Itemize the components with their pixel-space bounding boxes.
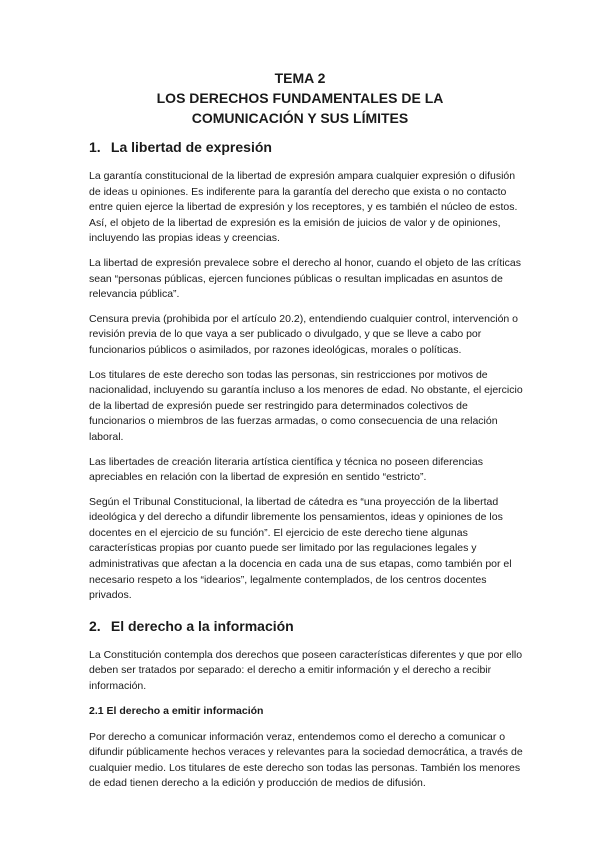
paragraph: Por derecho a comunicar información veraz, entendemos como el derecho a comunicar o difundir públicamente hechos veraces y relevantes para la sociedad democrática, a través de cualquier medio. Los titulares de este derecho son todas las personas. También los menores de edad tienen derecho a la edición y producción de medios de difusión.: [89, 730, 523, 790]
paragraph: Según el Tribunal Constitucional, la libertad de cátedra es “una proyección de la libertad ideológica y del derecho a difundir libremente los pensamientos, ideas y opiniones de los docentes en el ejercicio de su función”. El ejercicio de este derecho tiene algunas características propias por cuanto puede ser limitado por las regulaciones legales y administrativas que afectan a la docencia en cada una de sus etapas, como también por el necesario respeto a los “idearios”, legalmente contemplados, de los centros docentes privados.: [89, 495, 512, 602]
section-2-title: El derecho a la información: [110, 617, 294, 634]
section-1-title: La libertad de expresión: [110, 139, 272, 155]
paragraph: La garantía constitucional de la libertad de expresión ampara cualquier expresión o difusión de ideas u opiniones. Es indiferente para la garantía del derecho que exista o no contacto entre quien ejerce la libertad de expresión y los receptores, y es también el núcleo de estos. Así, el objeto de la libertad de expresión es la emisión de juicios de valor y de opiniones, incluyendo las propias ideas y creencias.: [89, 170, 518, 245]
section-2-number: 2.: [89, 617, 101, 634]
paragraph: La libertad de expresión prevalece sobre el derecho al honor, cuando el objeto de las críticas sean “personas públicas, ejercen funciones públicas o resultan implicadas en asuntos de relevancia pública”.: [89, 256, 521, 301]
section-1-number: 1.: [89, 139, 101, 155]
title-line-2: LOS DERECHOS FUNDAMENTALES DE LA: [156, 90, 444, 106]
document-title: [75, 0, 525, 128]
section-2-heading: [89, 616, 525, 636]
paragraph: Censura previa (prohibida por el artículo 20.2), entendiendo cualquier control, intervención o revisión previa de lo que vaya a ser publicado o divulgado, y que se lleve a cabo por funcionarios públicos o asimilados, por razones ideológicas, morales o políticas.: [89, 312, 519, 356]
title-line-1: TEMA 2: [274, 70, 326, 86]
title-line-3: COMUNICACIÓN Y SUS LÍMITES: [191, 110, 409, 126]
paragraph: La Constitución contempla dos derechos que poseen características diferentes y que por ello deben ser tratados por separado: el derecho a emitir información y el derecho a recibir información.: [89, 648, 523, 693]
section-1-heading: [89, 137, 525, 157]
paragraph: Las libertades de creación literaria artística científica y técnica no poseen diferencias apreciables en relación con la libertad de expresión en sentido “estricto”.: [89, 455, 483, 484]
paragraph: Los titulares de este derecho son todas las personas, sin restricciones por motivos de nacionalidad, incluyendo su garantía incluso a los menores de edad. No obstante, el ejercicio de la libertad de expresión puede ser restringido para determinados colectivos de funcionarios o miembros de las fuerzas armadas, o como consecuencia de una relación laboral.: [89, 368, 523, 443]
subsection-2-1-heading: 2.1 El derecho a emitir información: [89, 704, 264, 717]
